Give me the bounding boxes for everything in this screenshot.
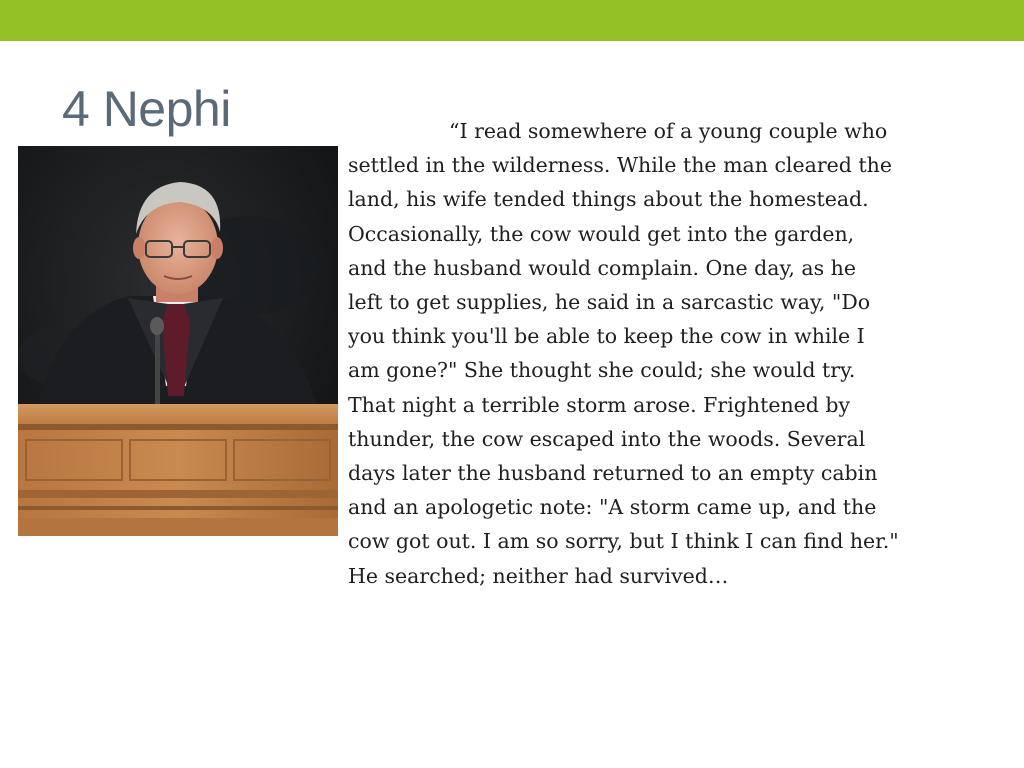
quote-line: days later the husband returned to an empty cabin — [348, 461, 878, 486]
quote-line: you think you'll be able to keep the cow in while I — [348, 324, 865, 349]
quote-line: “I read somewhere of a young couple who — [449, 119, 888, 143]
quote-line: left to get supplies, he said in a sarcastic way, "Do — [348, 290, 871, 315]
quote-line: cow got out. I am so sorry, but I think I can find her." — [348, 529, 899, 554]
accent-top-bar — [0, 0, 1024, 41]
slide-title: 4 Nephi — [62, 81, 231, 137]
quote-line: Occasionally, the cow would get into the garden, — [348, 221, 855, 246]
quote-line: am gone?" She thought she could; she would try. — [348, 358, 856, 383]
quote-line: and an apologetic note: "A storm came up, and the — [348, 495, 877, 520]
quote-line: thunder, the cow escaped into the woods. Several — [348, 426, 866, 451]
quote-line: He searched; neither had survived… — [348, 563, 729, 588]
quote-text — [348, 114, 973, 593]
quote-line: and the husband would complain. One day, as he — [348, 255, 856, 280]
speaker-photo — [18, 146, 338, 536]
quote-line: land, his wife tended things about the homestead. — [348, 187, 869, 212]
quote-line: That night a terrible storm arose. Frightened by — [348, 392, 851, 417]
quote-line: settled in the wilderness. While the man cleared the — [348, 153, 892, 178]
